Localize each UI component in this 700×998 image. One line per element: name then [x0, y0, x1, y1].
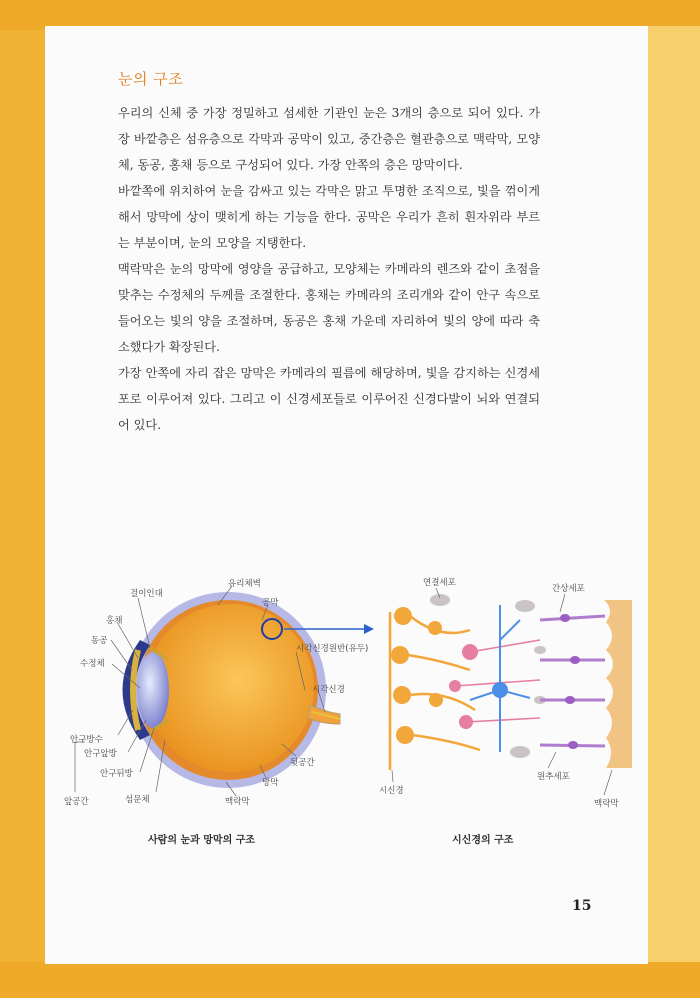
horizontal-cell-body — [492, 682, 508, 698]
label-connecting-cell: 연결세포 — [423, 578, 456, 588]
zoom-arrow-head — [364, 624, 374, 634]
label-pupil: 동공 — [91, 636, 108, 646]
page-number: 15 — [572, 898, 592, 914]
label-retina: 망막 — [262, 778, 279, 788]
retina-figure-caption: 시신경의 구조 — [452, 835, 514, 846]
label-ciliary-body: 섬문체 — [125, 795, 150, 805]
label-optic-nerve-eye: 시각신경 — [312, 685, 345, 695]
paragraph-3: 맥락막은 눈의 망막에 영양을 공급하고, 모양체는 카메라의 렌즈와 같이 초점을 맞추는 수정체의 두께를 조절한다. 홍채는 카메라의 조리개와 같이 안구 속으로 들어오는 빛의 양을 조절하며, 동공은 홍채 가운데 자리하여 빛의 양에 따라 축소했다가 확장된다. — [118, 262, 540, 354]
lens-shape — [137, 652, 169, 728]
label-cone-cell: 원추세포 — [537, 772, 570, 782]
paragraph-2: 바깥쪽에 위치하여 눈을 감싸고 있는 각막은 맑고 투명한 조직으로, 빛을 꺾이게 해서 망막에 상이 맺히게 하는 기능을 한다. 공막은 우리가 흔히 흰자위라 부르는 부분이며, 눈의 모양을 지탱한다. — [118, 184, 540, 250]
section-heading: 눈의 구조 — [118, 70, 184, 88]
label-lens: 수정체 — [80, 659, 105, 669]
paragraph-4: 가장 안쪽에 자리 잡은 망막은 카메라의 필름에 해당하며, 빛을 감지하는 신경세포로 이루어져 있다. 그리고 이 신경세포들로 이루어진 신경다발이 뇌와 연결되어 있다. — [118, 366, 540, 432]
paragraph-1: 우리의 신체 중 가장 정밀하고 섬세한 기관인 눈은 3개의 층으로 되어 있다. 가장 바깥층은 섬유층으로 각막과 공막이 있고, 중간층은 혈관층으로 맥락막, 모양체, 동공, 홍채 등으로 구성되어 있다. 가장 안쪽의 층은 망막이다. — [118, 106, 540, 172]
label-ciliary-zonule: 걸이인대 — [130, 589, 163, 599]
label-posterior-space: 뒷공간 — [290, 758, 315, 768]
label-vitreous: 유리체벽 — [228, 579, 261, 589]
label-aqueous: 안구방수 — [70, 735, 103, 745]
label-anterior-space: 앞공간 — [64, 797, 89, 807]
label-choroid-eye: 맥락막 — [225, 797, 250, 807]
label-posterior-chamber: 안구뒤방 — [100, 769, 133, 779]
label-choroid-retina: 맥락막 — [594, 799, 619, 809]
eye-figure-caption: 사람의 눈과 망막의 구조 — [148, 835, 256, 846]
label-iris: 홍채 — [106, 616, 123, 626]
retina-cell-diagram — [382, 594, 634, 773]
label-anterior-chamber: 안구앞방 — [84, 749, 117, 759]
label-optic-nerve-retina: 시신경 — [379, 786, 404, 796]
label-optic-disc: 시각신경원반(유두) — [296, 644, 369, 654]
label-sclera: 공막 — [262, 598, 279, 608]
label-rod-cell: 간상세포 — [552, 584, 585, 594]
